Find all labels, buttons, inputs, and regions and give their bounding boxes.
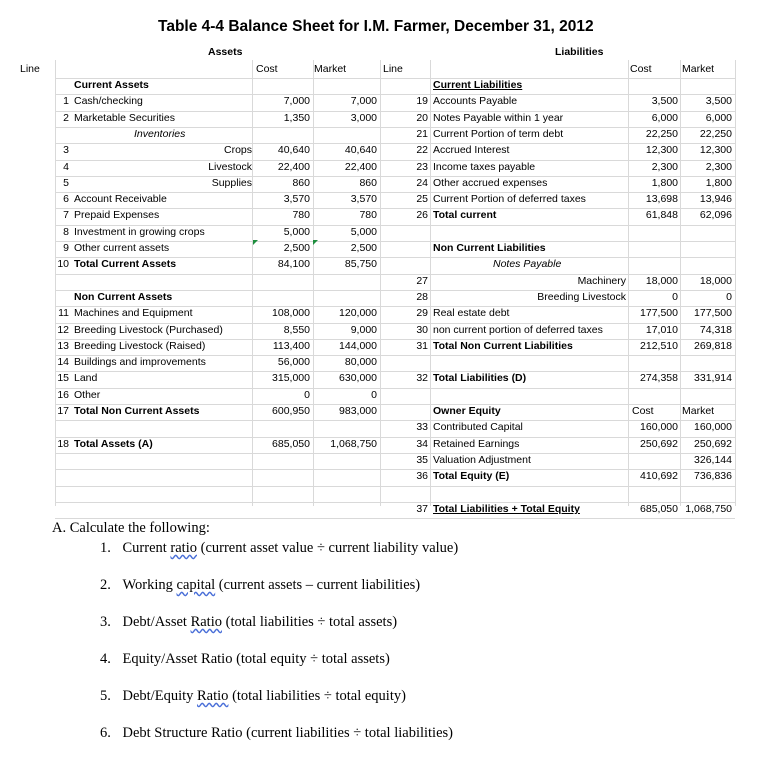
cell-marker bbox=[253, 240, 258, 245]
row-label: Retained Earnings bbox=[433, 437, 520, 450]
cost-value: 3,500 bbox=[651, 95, 678, 108]
market-value: 2,500 bbox=[350, 242, 377, 254]
liabilities-header: Liabilities bbox=[555, 46, 604, 58]
cost-value: 8,550 bbox=[283, 323, 310, 336]
cost-value: 860 bbox=[292, 176, 310, 189]
cell-marker bbox=[313, 240, 318, 245]
line-number: 14 bbox=[57, 356, 69, 369]
line-number: 18 bbox=[57, 437, 69, 450]
cost-value: 84,100 bbox=[277, 258, 310, 271]
row-label: Non Current Liabilities bbox=[433, 242, 546, 254]
market-value: 177,500 bbox=[694, 307, 732, 320]
cost-value: 17,010 bbox=[645, 323, 678, 336]
cost-value: 410,692 bbox=[640, 470, 678, 483]
line-number: 23 bbox=[416, 160, 428, 173]
market-value: 9,000 bbox=[350, 323, 377, 336]
market-value: 331,914 bbox=[694, 372, 732, 385]
cost-value: 6,000 bbox=[651, 111, 678, 124]
cost-value: 2,300 bbox=[651, 160, 678, 173]
line-number: 37 bbox=[416, 502, 428, 515]
market-value: 18,000 bbox=[699, 274, 732, 287]
row-label: Current Portion of term debt bbox=[433, 127, 564, 140]
market-value: Market bbox=[682, 405, 715, 417]
market-value: 1,068,750 bbox=[330, 437, 377, 450]
question-text: Debt Structure Ratio (current liabilities ÷ total liabilities) bbox=[122, 725, 453, 741]
row-label: Other accrued expenses bbox=[433, 176, 548, 189]
market-value: 1,800 bbox=[705, 176, 732, 189]
row-label: Buildings and improvements bbox=[74, 356, 206, 369]
market-value: 22,250 bbox=[699, 127, 732, 140]
row-label: Total Liabilities (D) bbox=[433, 372, 527, 385]
grid-hline bbox=[55, 518, 735, 519]
row-label: Marketable Securities bbox=[74, 111, 175, 124]
question-text: Debt/Asset bbox=[122, 614, 191, 630]
row-label: Machinery bbox=[577, 274, 626, 287]
row-label: Land bbox=[74, 372, 98, 385]
question-number: 4. bbox=[100, 651, 115, 667]
cost-value: 3,570 bbox=[283, 193, 310, 206]
line-number: 28 bbox=[416, 290, 428, 303]
cost-value: 5,000 bbox=[283, 225, 310, 238]
row-label: Notes Payable bbox=[493, 258, 562, 271]
market-value: 0 bbox=[726, 290, 732, 303]
line-number: 9 bbox=[63, 242, 69, 254]
row-label: Non Current Assets bbox=[74, 290, 173, 303]
cost-value: 61,848 bbox=[645, 209, 678, 222]
market-value: 3,500 bbox=[705, 95, 732, 108]
market-value: 3,000 bbox=[350, 111, 377, 124]
grid-hline bbox=[55, 453, 735, 454]
cost-value: 2,500 bbox=[283, 242, 310, 254]
cost-value: 22,400 bbox=[277, 160, 310, 173]
grid-vline bbox=[380, 60, 381, 506]
question-formula: (current asset value ÷ current liability value) bbox=[197, 540, 459, 556]
assets-header: Assets bbox=[208, 46, 243, 58]
row-label: Total Assets (A) bbox=[74, 437, 153, 450]
row-label: Cash/checking bbox=[74, 95, 143, 108]
market-value: 85,750 bbox=[344, 258, 377, 271]
line-number: 19 bbox=[416, 95, 428, 108]
cost-value: 56,000 bbox=[277, 356, 310, 369]
market-value: 983,000 bbox=[339, 405, 377, 417]
cost-value: 13,698 bbox=[645, 193, 678, 206]
market-value: 780 bbox=[359, 209, 377, 222]
row-label: Investment in growing crops bbox=[74, 225, 205, 238]
row-label: Notes Payable within 1 year bbox=[433, 111, 564, 124]
question-item bbox=[100, 688, 406, 705]
line-number: 30 bbox=[416, 323, 428, 336]
line-number: 7 bbox=[63, 209, 69, 222]
question-text: Current bbox=[122, 540, 171, 556]
question-term: Ratio bbox=[190, 614, 222, 630]
row-label: Valuation Adjustment bbox=[433, 453, 531, 466]
question-item bbox=[100, 725, 453, 742]
market-value: 269,818 bbox=[694, 339, 732, 352]
question-text: Working bbox=[122, 577, 177, 593]
line-number: 29 bbox=[416, 307, 428, 320]
question-number: 1. bbox=[100, 540, 115, 556]
row-label: Contributed Capital bbox=[433, 421, 523, 434]
question-item bbox=[100, 614, 397, 631]
row-label: non current portion of deferred taxes bbox=[433, 323, 603, 336]
line-number: 25 bbox=[416, 193, 428, 206]
line-number: 1 bbox=[63, 95, 69, 108]
line-number: 3 bbox=[63, 144, 69, 157]
line-number: 17 bbox=[57, 405, 69, 417]
line-number: 15 bbox=[57, 372, 69, 385]
market-value: 6,000 bbox=[705, 111, 732, 124]
grid-hline bbox=[55, 388, 735, 389]
market-header-right: Market bbox=[682, 63, 715, 75]
row-label: Total Liabilities + Total Equity bbox=[433, 502, 580, 515]
row-label: Machines and Equipment bbox=[74, 307, 193, 320]
grid-hline bbox=[55, 486, 735, 487]
row-label: Real estate debt bbox=[433, 307, 510, 320]
question-number: 3. bbox=[100, 614, 115, 630]
market-value: 40,640 bbox=[344, 144, 377, 157]
line-number: 22 bbox=[416, 144, 428, 157]
questions-intro: A. Calculate the following: bbox=[52, 520, 210, 536]
market-value: 860 bbox=[359, 176, 377, 189]
cost-value: 212,510 bbox=[640, 339, 678, 352]
market-value: 0 bbox=[371, 388, 377, 401]
question-item bbox=[100, 540, 458, 557]
market-value: 120,000 bbox=[339, 307, 377, 320]
market-value: 326,144 bbox=[694, 453, 732, 466]
market-value: 22,400 bbox=[344, 160, 377, 173]
grid-vline bbox=[735, 60, 736, 506]
question-formula: (total liabilities ÷ total assets) bbox=[221, 614, 398, 630]
question-text: Debt/Equity bbox=[122, 688, 198, 704]
cost-value: 0 bbox=[304, 388, 310, 401]
row-label: Total Non Current Liabilities bbox=[433, 339, 573, 352]
row-label: Owner Equity bbox=[433, 405, 501, 417]
row-label: Current Portion of deferred taxes bbox=[433, 193, 586, 206]
line-number: 24 bbox=[416, 176, 428, 189]
line-number: 10 bbox=[57, 258, 69, 271]
line-header-left: Line bbox=[20, 63, 40, 75]
row-label: Income taxes payable bbox=[433, 160, 536, 173]
row-label: Current Liabilities bbox=[433, 79, 523, 91]
line-number: 20 bbox=[416, 111, 428, 124]
line-number: 2 bbox=[63, 111, 69, 124]
line-number: 31 bbox=[416, 339, 428, 352]
line-number: 8 bbox=[63, 225, 69, 238]
row-label: Breeding Livestock (Purchased) bbox=[74, 323, 223, 336]
cost-value: 685,050 bbox=[272, 437, 310, 450]
row-label: Account Receivable bbox=[74, 193, 167, 206]
cost-value: 18,000 bbox=[645, 274, 678, 287]
market-value: 62,096 bbox=[699, 209, 732, 222]
cost-value: 113,400 bbox=[272, 339, 310, 352]
row-label: Other bbox=[74, 388, 101, 401]
market-value: 2,300 bbox=[705, 160, 732, 173]
cost-value: 685,050 bbox=[640, 502, 678, 515]
line-number: 11 bbox=[58, 307, 69, 320]
cost-value: 1,350 bbox=[283, 111, 310, 124]
cost-value: 7,000 bbox=[283, 95, 310, 108]
row-label: Breeding Livestock bbox=[537, 290, 626, 303]
line-number: 12 bbox=[57, 323, 69, 336]
line-number: 36 bbox=[416, 470, 428, 483]
cost-value: Cost bbox=[632, 405, 654, 417]
market-value: 13,946 bbox=[699, 193, 732, 206]
market-value: 630,000 bbox=[339, 372, 377, 385]
question-term: capital bbox=[176, 577, 216, 593]
row-label: Accrued Interest bbox=[433, 144, 510, 157]
cost-value: 160,000 bbox=[640, 421, 678, 434]
line-number: 16 bbox=[57, 388, 69, 401]
grid-hline bbox=[55, 78, 735, 79]
row-label: Inventories bbox=[134, 127, 186, 140]
row-label: Total Non Current Assets bbox=[74, 405, 200, 417]
cost-value: 0 bbox=[672, 290, 678, 303]
row-label: Supplies bbox=[211, 176, 252, 189]
question-number: 5. bbox=[100, 688, 115, 704]
row-label: Other current assets bbox=[74, 242, 170, 254]
cost-value: 780 bbox=[292, 209, 310, 222]
cost-value: 108,000 bbox=[272, 307, 310, 320]
cost-value: 177,500 bbox=[640, 307, 678, 320]
line-number: 21 bbox=[416, 127, 428, 140]
table-title: Table 4-4 Balance Sheet for I.M. Farmer, December 31, 2012 bbox=[158, 18, 594, 35]
row-label: Current Assets bbox=[74, 79, 149, 91]
question-term: Ratio bbox=[197, 688, 229, 704]
market-value: 74,318 bbox=[699, 323, 732, 336]
row-label: Crops bbox=[223, 144, 252, 157]
cost-value: 1,800 bbox=[651, 176, 678, 189]
question-term: ratio bbox=[170, 540, 197, 556]
market-value: 736,836 bbox=[694, 470, 732, 483]
cost-value: 315,000 bbox=[272, 372, 310, 385]
cost-value: 40,640 bbox=[277, 144, 310, 157]
market-value: 3,570 bbox=[350, 193, 377, 206]
row-label: Breeding Livestock (Raised) bbox=[74, 339, 206, 352]
line-number: 34 bbox=[416, 437, 428, 450]
cost-header-right: Cost bbox=[630, 63, 652, 75]
row-label: Livestock bbox=[208, 160, 252, 173]
market-value: 1,068,750 bbox=[685, 502, 732, 515]
line-number: 26 bbox=[416, 209, 428, 222]
market-value: 250,692 bbox=[694, 437, 732, 450]
line-number: 35 bbox=[416, 453, 428, 466]
market-value: 80,000 bbox=[344, 356, 377, 369]
question-item bbox=[100, 651, 390, 668]
row-label: Total current bbox=[433, 209, 497, 222]
row-label: Prepaid Expenses bbox=[74, 209, 160, 222]
question-formula: (total liabilities ÷ total equity) bbox=[228, 688, 406, 704]
market-value: 12,300 bbox=[699, 144, 732, 157]
market-value: 160,000 bbox=[694, 421, 732, 434]
line-number: 6 bbox=[63, 193, 69, 206]
market-value: 5,000 bbox=[350, 225, 377, 238]
question-number: 2. bbox=[100, 577, 115, 593]
row-label: Accounts Payable bbox=[433, 95, 518, 108]
cost-value: 600,950 bbox=[272, 405, 310, 417]
line-number: 27 bbox=[416, 274, 428, 287]
cost-header-left: Cost bbox=[256, 63, 278, 75]
market-value: 7,000 bbox=[350, 95, 377, 108]
market-header-left: Market bbox=[314, 63, 347, 75]
question-text: Equity/Asset Ratio (total equity ÷ total assets) bbox=[122, 651, 390, 667]
line-header-right: Line bbox=[383, 63, 403, 75]
question-item bbox=[100, 577, 420, 594]
cost-value: 12,300 bbox=[645, 144, 678, 157]
line-number: 5 bbox=[63, 176, 69, 189]
row-label: Total Equity (E) bbox=[433, 470, 510, 483]
grid-vline bbox=[430, 60, 431, 506]
row-label: Total Current Assets bbox=[74, 258, 177, 271]
line-number: 4 bbox=[63, 160, 69, 173]
line-number: 33 bbox=[416, 421, 428, 434]
market-value: 144,000 bbox=[339, 339, 377, 352]
cost-value: 274,358 bbox=[640, 372, 678, 385]
question-formula: (current assets – current liabilities) bbox=[215, 577, 421, 593]
line-number: 13 bbox=[57, 339, 69, 352]
line-number: 32 bbox=[416, 372, 428, 385]
question-number: 6. bbox=[100, 725, 115, 741]
cost-value: 22,250 bbox=[645, 127, 678, 140]
cost-value: 250,692 bbox=[640, 437, 678, 450]
